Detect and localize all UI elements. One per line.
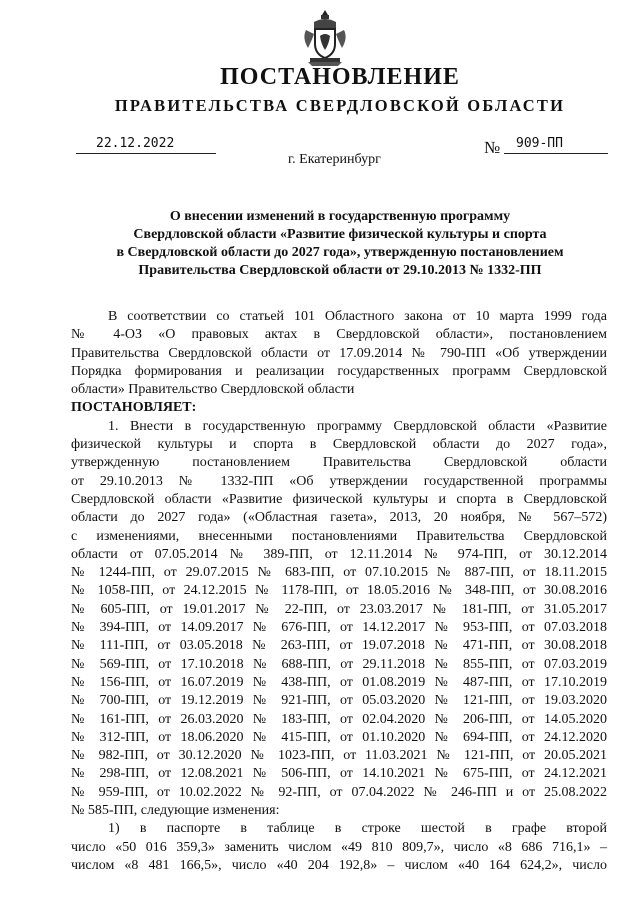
heading-line: Правительства Свердловской области от 29.10.2013 № 1332-ПП [138,263,542,278]
body-line: В соответствии со статьей 101 Областного закона от 10 марта 1999 года [108,309,607,324]
body-line: от 29.10.2013 № 1332-ПП «Об утверждении государственной программы [71,473,607,489]
body-line: с изменениями, внесенными постановлениями Правительства Свердловской [71,528,607,544]
number-sign: № [484,138,501,157]
body-line: области» Правительство Свердловской области [71,382,355,398]
decree-word: ПОСТАНОВЛЯЕТ: [71,400,197,416]
body-line: № 156-ПП, от 16.07.2019 № 438-ПП, от 01.08.2019 № 487-ПП, от 17.10.2019 [71,674,607,690]
document-heading [60,208,620,280]
coat-of-arms-icon [300,8,350,68]
body-line: № 959-ПП, от 10.02.2022 № 92-ПП, от 07.04.2022 № 246-ПП и от 25.08.2022 [71,784,607,800]
body-line: № 700-ПП, от 19.12.2019 № 921-ПП, от 05.03.2020 № 121-ПП, от 19.03.2020 [71,693,607,709]
document-body [71,308,607,875]
body-line: 1) в паспорте в таблице в строке шестой в графе второй [108,821,607,837]
body-line: № 298-ПП, от 12.08.2021 № 506-ПП, от 14.10.2021 № 675-ПП, от 24.12.2021 [71,766,607,782]
body-line: № 312-ПП, от 18.06.2020 № 415-ПП, от 01.10.2020 № 694-ПП, от 24.12.2020 [71,729,607,745]
body-line: Порядка формирования и реализации государственных программ Свердловской [71,363,607,379]
body-line: Правительства Свердловской области от 17.09.2014 № 790-ПП «Об утверждении [71,345,607,361]
body-line: области до 2027 года» («Областная газета», 2013, 20 ноября, № 567–572) [71,510,607,526]
body-line: физической культуры и спорта в Свердловской области до 2027 года», [71,437,607,453]
document-title: ПОСТАНОВЛЕНИЕ [220,64,460,90]
body-line: № 1244-ПП, от 29.07.2015 № 683-ПП, от 07.10.2015 № 887-ПП, от 18.11.2015 [71,565,607,581]
body-line: 1. Внести в государственную программу Свердловской области «Развитие [108,418,607,434]
heading-line: О внесении изменений в государственную программу [169,209,511,224]
body-line: Свердловской области «Развитие физической культуры и спорта в Свердловской [71,491,607,507]
body-line: № 569-ПП, от 17.10.2018 № 688-ПП, от 29.11.2018 № 855-ПП, от 07.03.2019 [71,656,607,672]
body-line: № 982-ПП, от 30.12.2020 № 1023-ПП, от 11.03.2021 № 121-ПП, от 20.05.2021 [71,748,607,764]
body-line: № 394-ПП, от 14.09.2017 № 676-ПП, от 14.12.2017 № 953-ПП, от 07.03.2018 [71,620,607,636]
body-line: № 585-ПП, следующие изменения: [71,803,280,819]
body-line: № 4-ОЗ «О правовых актах в Свердловской области», постановлением [71,327,607,343]
heading-line: Свердловской области «Развитие физической культуры и спорта [133,227,547,242]
body-line: № 1058-ПП, от 24.12.2015 № 1178-ПП, от 18.05.2016 № 348-ПП, от 30.08.2016 [71,583,607,599]
document-date: 22.12.2022 [76,135,216,154]
issuing-authority: ПРАВИТЕЛЬСТВА СВЕРДЛОВСКОЙ ОБЛАСТИ [114,96,566,115]
document-number: 909-ПП [504,135,608,154]
body-line: число «50 016 359,3» заменить числом «49 810 809,7», число «8 686 716,1» – [71,839,607,855]
body-line: утвержденную постановлением Правительства Свердловской области [71,455,607,471]
body-line: № 161-ПП, от 26.03.2020 № 183-ПП, от 02.04.2020 № 206-ПП, от 14.05.2020 [71,711,607,727]
heading-line: в Свердловской области до 2027 года», утвержденную постановлением [116,245,564,260]
body-line: числом «8 481 166,5», число «40 204 192,8» – числом «40 164 624,2», число [71,857,607,873]
body-line: № 605-ПП, от 19.01.2017 № 22-ПП, от 23.03.2017 № 181-ПП, от 31.05.2017 [71,601,607,617]
body-line: № 111-ПП, от 03.05.2018 № 263-ПП, от 19.07.2018 № 471-ПП, от 30.08.2018 [71,638,607,654]
document-city: г. Екатеринбург [288,152,381,167]
body-line: области от 07.05.2014 № 389-ПП, от 12.11.2014 № 974-ПП, от 30.12.2014 [71,546,607,562]
